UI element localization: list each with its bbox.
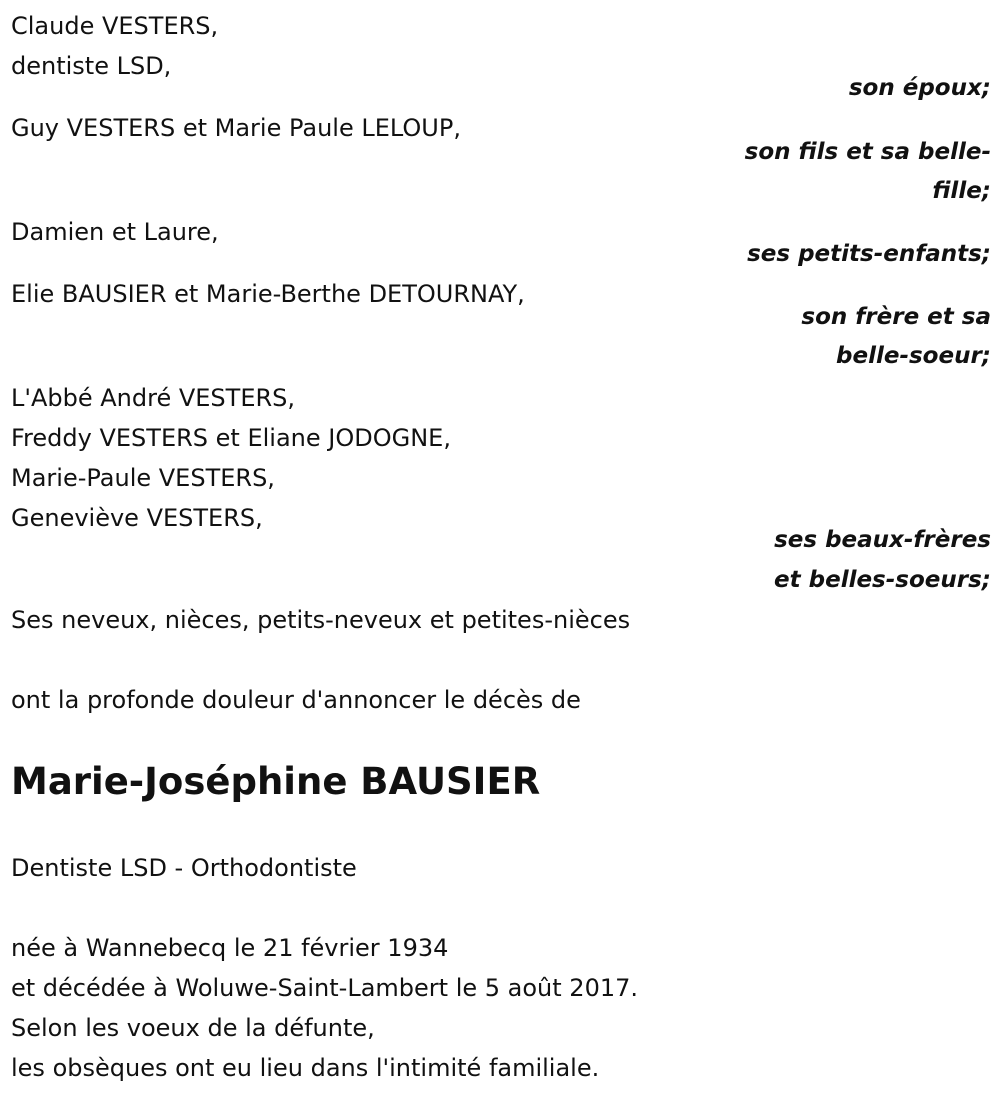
relation-son-line-2: fille;	[932, 178, 991, 204]
nephews-line: Ses neveux, nièces, petits-neveux et petites-nièces	[11, 606, 631, 634]
wish-text: Selon les voeux de la défunte,	[11, 1014, 375, 1042]
deceased-name: Marie-Joséphine BAUSIER	[11, 760, 541, 803]
inlaw-name: L'Abbé André VESTERS,	[11, 384, 296, 412]
inlaw-name: Freddy VESTERS et Eliane JODOGNE,	[11, 424, 451, 452]
relation-son-line-1: son fils et sa belle-	[744, 139, 991, 165]
death-details: et décédée à Woluwe-Saint-Lambert le 5 août 2017.	[11, 974, 638, 1002]
son-name: Guy VESTERS et Marie Paule LELOUP,	[11, 114, 461, 142]
relation-grandchildren: ses petits-enfants;	[747, 241, 991, 267]
inlaw-name: Geneviève VESTERS,	[11, 504, 263, 532]
funeral-text: les obsèques ont eu lieu dans l'intimité familiale.	[11, 1054, 600, 1082]
brother-name: Elie BAUSIER et Marie-Berthe DETOURNAY,	[11, 280, 525, 308]
relation-brother-line-2: belle-soeur;	[836, 343, 991, 369]
birth-details: née à Wannebecq le 21 février 1934	[11, 934, 449, 962]
relation-brother-line-1: son frère et sa	[801, 304, 991, 330]
relation-inlaws-line-1: ses beaux-frères	[774, 527, 991, 553]
deceased-profession: Dentiste LSD - Orthodontiste	[11, 854, 357, 882]
spouse-name: Claude VESTERS,	[11, 12, 219, 40]
spouse-profession: dentiste LSD,	[11, 52, 172, 80]
relation-inlaws-line-2: et belles-soeurs;	[774, 567, 991, 593]
announcement-text: ont la profonde douleur d'annoncer le décès de	[11, 686, 581, 714]
grandchildren-names: Damien et Laure,	[11, 218, 219, 246]
inlaw-name: Marie-Paule VESTERS,	[11, 464, 275, 492]
relation-spouse: son époux;	[848, 75, 991, 101]
